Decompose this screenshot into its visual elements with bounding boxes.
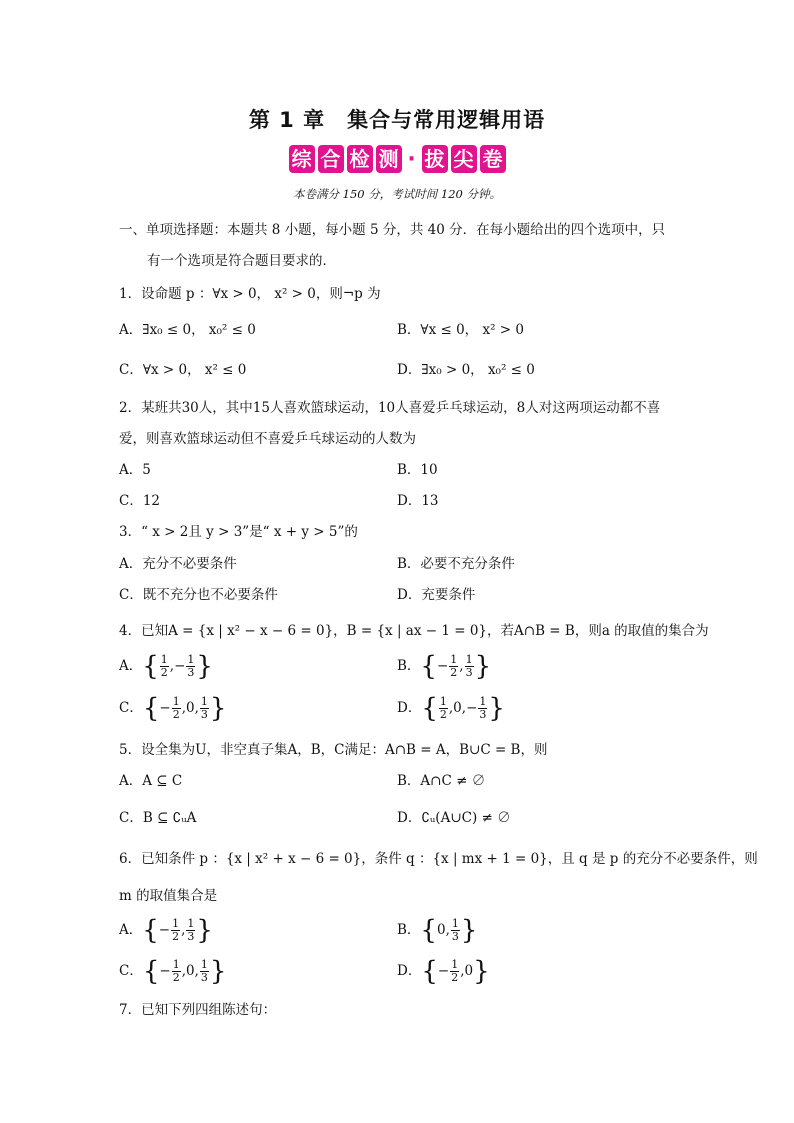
- option-label: B．: [397, 658, 421, 674]
- q4-option-d: [397, 693, 505, 724]
- q6-option-b: [397, 915, 478, 946]
- fraction: [172, 696, 181, 721]
- q6-option-a: [119, 915, 213, 946]
- minus-sign: −: [437, 963, 450, 979]
- fraction: [449, 654, 458, 679]
- right-brace: }: [474, 651, 492, 682]
- denominator: 2: [439, 708, 447, 721]
- right-brace: }: [196, 651, 213, 682]
- fraction: [171, 918, 180, 943]
- denominator: 3: [200, 708, 208, 721]
- right-brace: }: [460, 915, 478, 946]
- banner-char: 拔: [422, 145, 448, 173]
- banner-char: 尖: [451, 145, 477, 173]
- numerator: 1: [172, 695, 180, 708]
- question-3: 3．“ x > 2且 y > 3”是“ x + y > 5”的: [119, 524, 358, 540]
- numerator: 1: [479, 695, 487, 708]
- numerator: 1: [172, 917, 180, 930]
- q3-option-b: B．必要不充分条件: [397, 556, 515, 572]
- comma: ,: [448, 700, 454, 716]
- minus-sign: −: [158, 922, 171, 938]
- q2-option-d: D．13: [397, 493, 439, 509]
- q4-option-c: [119, 693, 227, 724]
- q1-option-c: C．∀x > 0， x² ≤ 0: [119, 362, 247, 378]
- fraction: [160, 654, 169, 679]
- option-label: D．: [397, 700, 422, 716]
- fraction: [439, 696, 448, 721]
- zero: 0: [186, 963, 195, 979]
- numerator: 1: [450, 653, 458, 666]
- left-brace: {: [421, 693, 438, 724]
- denominator: 3: [200, 971, 208, 984]
- right-brace: }: [488, 693, 505, 724]
- option-label: A．: [119, 658, 143, 674]
- numerator: 1: [200, 695, 208, 708]
- zero: 0: [436, 922, 446, 938]
- banner-char: 测: [376, 145, 402, 173]
- option-label: D．: [397, 963, 422, 979]
- denominator: 3: [187, 930, 195, 943]
- section-heading: 一、单项选择题：本题共 8 小题，每小题 5 分，共 40 分．在每小题给出的四个选项中，只: [119, 222, 666, 238]
- numerator: 1: [451, 917, 459, 930]
- q1-option-a: A．∃x₀ ≤ 0， x₀² ≤ 0: [119, 322, 256, 338]
- left-brace: {: [142, 651, 159, 682]
- fraction: [450, 959, 459, 984]
- denominator: 2: [172, 930, 180, 943]
- page-title: 第 1 章 集合与常用逻辑用语: [248, 108, 546, 132]
- zero: 0: [464, 963, 474, 979]
- numerator: 1: [187, 917, 195, 930]
- fraction: [186, 654, 195, 679]
- minus-sign: −: [436, 658, 449, 674]
- numerator: 1: [187, 653, 195, 666]
- denominator: 2: [451, 971, 459, 984]
- option-label: A．: [119, 922, 143, 938]
- fraction: [186, 918, 195, 943]
- denominator: 3: [465, 666, 473, 679]
- banner: [286, 142, 508, 176]
- option-label: C．: [119, 700, 143, 716]
- q2-option-a: A．5: [119, 462, 151, 478]
- q4-option-b: [397, 651, 492, 682]
- question-1: 1．设命题 p ：∀x > 0， x² > 0，则¬p 为: [119, 286, 381, 302]
- q3-option-c: C．既不充分也不必要条件: [119, 587, 278, 603]
- question-6-cont: m 的取值集合是: [119, 888, 218, 904]
- fraction: [200, 696, 209, 721]
- question-2-cont: 爱，则喜欢篮球运动但不喜爱乒乓球运动的人数为: [119, 431, 416, 447]
- banner-char: 综: [289, 145, 315, 173]
- fraction: [478, 696, 487, 721]
- banner-char: 卷: [480, 145, 506, 173]
- denominator: 2: [450, 666, 458, 679]
- q5-option-a: A．A ⊆ C: [119, 773, 183, 789]
- q6-option-d: [397, 956, 490, 987]
- left-brace: {: [142, 693, 160, 724]
- denominator: 3: [451, 930, 459, 943]
- comma: ,: [460, 963, 465, 979]
- exam-note: 本卷满分 150 分，考试时间 120 分钟。: [292, 187, 502, 201]
- question-2: 2．某班共30人，其中15人喜欢篮球运动，10人喜爱乒乓球运动，8人对这两项运动都不喜: [119, 400, 661, 416]
- banner-char: 检: [347, 145, 373, 173]
- numerator: 1: [172, 958, 180, 971]
- q1-option-d: D．∃x₀ > 0， x₀² ≤ 0: [397, 362, 535, 378]
- right-brace: }: [209, 956, 227, 987]
- zero: 0: [186, 700, 195, 716]
- question-7: 7．已知下列四组陈述句：: [119, 1002, 277, 1018]
- right-brace: }: [473, 956, 490, 987]
- minus-sign: −: [159, 963, 171, 979]
- q5-option-c: C．B ⊆ ∁ᵤA: [119, 810, 197, 826]
- banner-char: 合: [318, 145, 344, 173]
- denominator: 2: [172, 708, 180, 721]
- section-heading-cont: 有一个选项是符合题目要求的．: [147, 253, 336, 269]
- fraction: [465, 654, 474, 679]
- q5-option-b: B．A∩C ≠ ∅: [397, 773, 486, 789]
- q4-option-a: [119, 651, 213, 682]
- comma: ,: [445, 922, 450, 938]
- left-brace: {: [421, 956, 438, 987]
- comma: ,: [181, 963, 186, 979]
- option-label: B．: [397, 922, 421, 938]
- question-5: 5．设全集为U，非空真子集A，B，C满足：A∩B = A，B∪C = B，则: [119, 742, 548, 758]
- minus-sign: −: [466, 700, 478, 716]
- q6-option-c: [119, 956, 227, 987]
- left-brace: {: [142, 915, 159, 946]
- fraction: [451, 918, 460, 943]
- denominator: 3: [479, 708, 487, 721]
- q2-option-c: C．12: [119, 493, 161, 509]
- numerator: 1: [160, 653, 168, 666]
- left-brace: {: [420, 651, 437, 682]
- comma: ,: [194, 963, 199, 979]
- numerator: 1: [465, 653, 473, 666]
- denominator: 2: [172, 971, 180, 984]
- question-4: 4．已知A = {x | x² − x − 6 = 0}，B = {x | ax − 1 = 0}，若A∩B = B，则a 的取值的集合为: [119, 623, 709, 639]
- comma: ,: [169, 658, 175, 674]
- left-brace: {: [142, 956, 160, 987]
- banner-dot: ·: [407, 146, 416, 172]
- comma: ,: [461, 700, 467, 716]
- q3-option-d: D．充要条件: [397, 587, 476, 603]
- q3-option-a: A．充分不必要条件: [119, 556, 237, 572]
- left-brace: {: [420, 915, 437, 946]
- comma: ,: [181, 922, 186, 938]
- q5-option-d: D．∁ᵤ(A∪C) ≠ ∅: [397, 810, 511, 826]
- numerator: 1: [451, 958, 459, 971]
- minus-sign: −: [159, 700, 171, 716]
- denominator: 2: [160, 666, 168, 679]
- right-brace: }: [196, 915, 213, 946]
- q2-option-b: B．10: [397, 462, 438, 478]
- comma: ,: [181, 700, 186, 716]
- comma: ,: [459, 658, 464, 674]
- numerator: 1: [200, 958, 208, 971]
- denominator: 3: [187, 666, 195, 679]
- numerator: 1: [439, 695, 447, 708]
- q1-option-b: B．∀x ≤ 0， x² > 0: [397, 322, 524, 338]
- zero: 0: [453, 700, 462, 716]
- right-brace: }: [209, 693, 227, 724]
- fraction: [200, 959, 209, 984]
- question-6: 6．已知条件 p ：{x | x² + x − 6 = 0}，条件 q ：{x | mx + 1 = 0}，且 q 是 p 的充分不必要条件，则: [119, 851, 758, 867]
- minus-sign: −: [174, 658, 186, 674]
- comma: ,: [194, 700, 199, 716]
- option-label: C．: [119, 963, 143, 979]
- fraction: [172, 959, 181, 984]
